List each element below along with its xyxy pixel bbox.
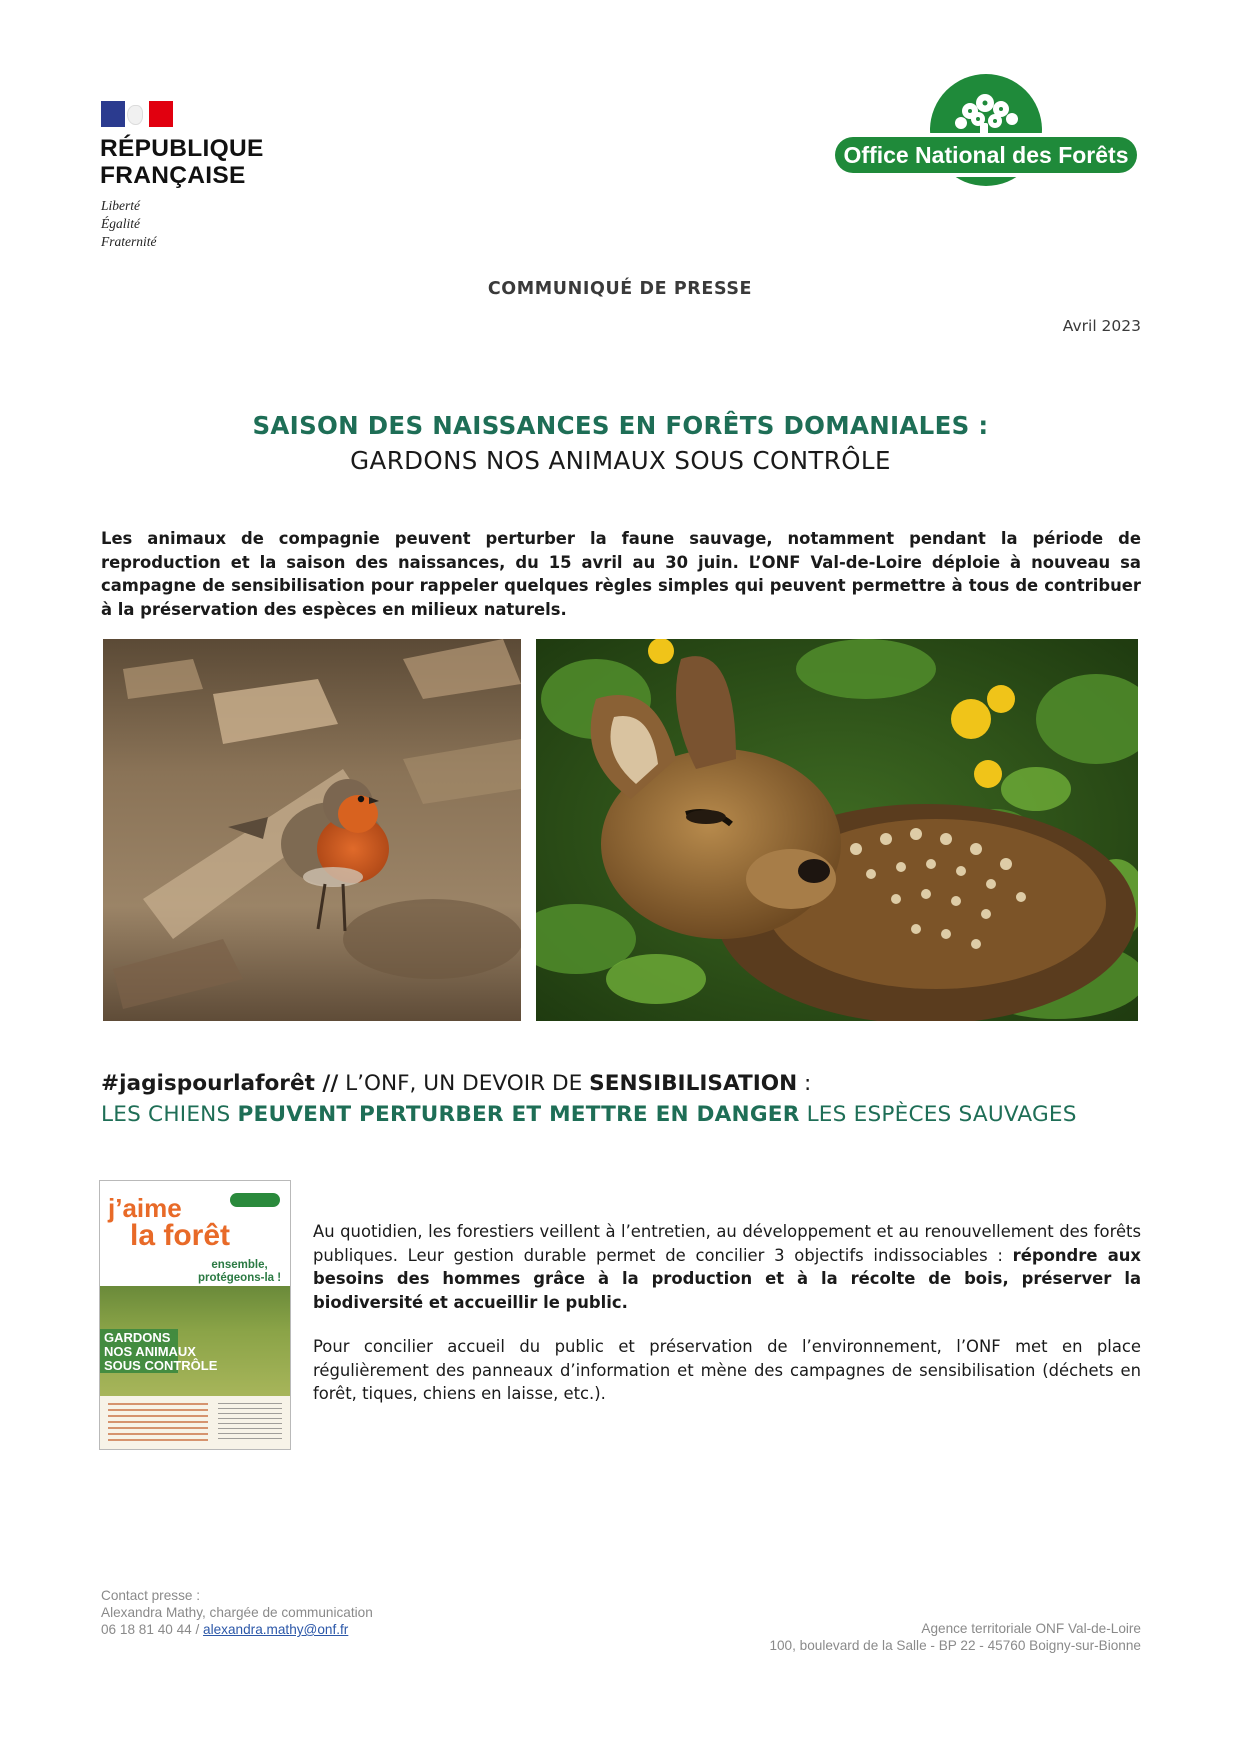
press-contact — [101, 1587, 373, 1638]
contact-phone: 06 18 81 40 44 / — [101, 1622, 204, 1637]
body-paragraph-1: Au quotidien, les forestiers veillent à l’entretien, au développement et au renouvellement des forêts publiques. Leur gestion durable permet de concilier 3 objectifs indissociables : répondre aux besoins des hommes grâce à la production et à la récolte de bois, préserver la biodiversité et accueillir le public. — [313, 1222, 1142, 1312]
agency-name: Agence territoriale ONF Val-de-Loire — [921, 1621, 1141, 1636]
contact-label: Contact presse : — [101, 1588, 200, 1603]
press-release-label: COMMUNIQUÉ DE PRESSE — [487, 279, 753, 299]
republique-title-line1: RÉPUBLIQUE — [100, 135, 264, 162]
section-heading-line1: #jagispourlaforêt // L’ONF, UN DEVOIR DE SENSIBILISATION : — [101, 1071, 812, 1096]
poster-onf-logo — [230, 1193, 280, 1207]
republique-title-line2: FRANÇAISE — [100, 162, 246, 189]
motto-liberte: Liberté — [101, 198, 140, 213]
contact-email-link[interactable]: alexandra.mathy@onf.fr — [203, 1622, 349, 1637]
motto-fraternite: Fraternité — [101, 234, 157, 249]
campaign-poster-thumbnail — [99, 1180, 291, 1450]
release-date: Avril 2023 — [1062, 317, 1141, 335]
robin-photo — [103, 639, 521, 1021]
agency-street: 100, boulevard de la Salle - BP 22 - 45760 Boigny-sur-Bionne — [769, 1638, 1141, 1653]
section-heading-line2: LES CHIENS PEUVENT PERTURBER ET METTRE EN DANGER LES ESPÈCES SAUVAGES — [101, 1102, 1077, 1127]
poster-title-line1: j’aime — [108, 1193, 182, 1223]
onf-logo — [830, 73, 1142, 195]
poster-gardons-text: GARDONS NOS ANIMAUX SOUS CONTRÔLE — [104, 1330, 218, 1373]
marianne-flag-logo — [101, 101, 173, 127]
main-title-line1: SAISON DES NAISSANCES EN FORÊTS DOMANIALES : — [252, 411, 989, 440]
poster-title-line2: la forêt — [130, 1219, 231, 1252]
agency-address — [769, 1620, 1141, 1654]
body-paragraph-2: Pour concilier accueil du public et préservation de l’environnement, l’ONF met en place régulièrement des panneaux d’information et mène des campagnes de sensibilisation (déchets en forêt, tiques, chiens en laisse, etc.). — [313, 1337, 1141, 1403]
contact-name: Alexandra Mathy, chargée de communication — [101, 1605, 373, 1620]
intro-paragraph: Les animaux de compagnie peuvent perturber la faune sauvage, notamment pendant la période de reproduction et la saison des naissances, du 15 avril au 30 juin. L’ONF Val-de-Loire déploie à nouveau sa campagne de sensibilisation pour rappeler quelques règles simples qui peuvent permettre à tous de contribuer à la préservation des espèces en milieux naturels. — [101, 529, 1141, 619]
hashtag: #jagispourlaforêt // — [101, 1071, 339, 1096]
fawn-photo — [536, 639, 1138, 1021]
poster-subtitle: ensemble, protégeons-la ! — [198, 1259, 282, 1284]
motto-egalite: Égalité — [101, 216, 140, 231]
onf-logo-text: Office National des Forêts — [843, 142, 1129, 168]
main-title-line2: GARDONS NOS ANIMAUX SOUS CONTRÔLE — [350, 446, 891, 475]
